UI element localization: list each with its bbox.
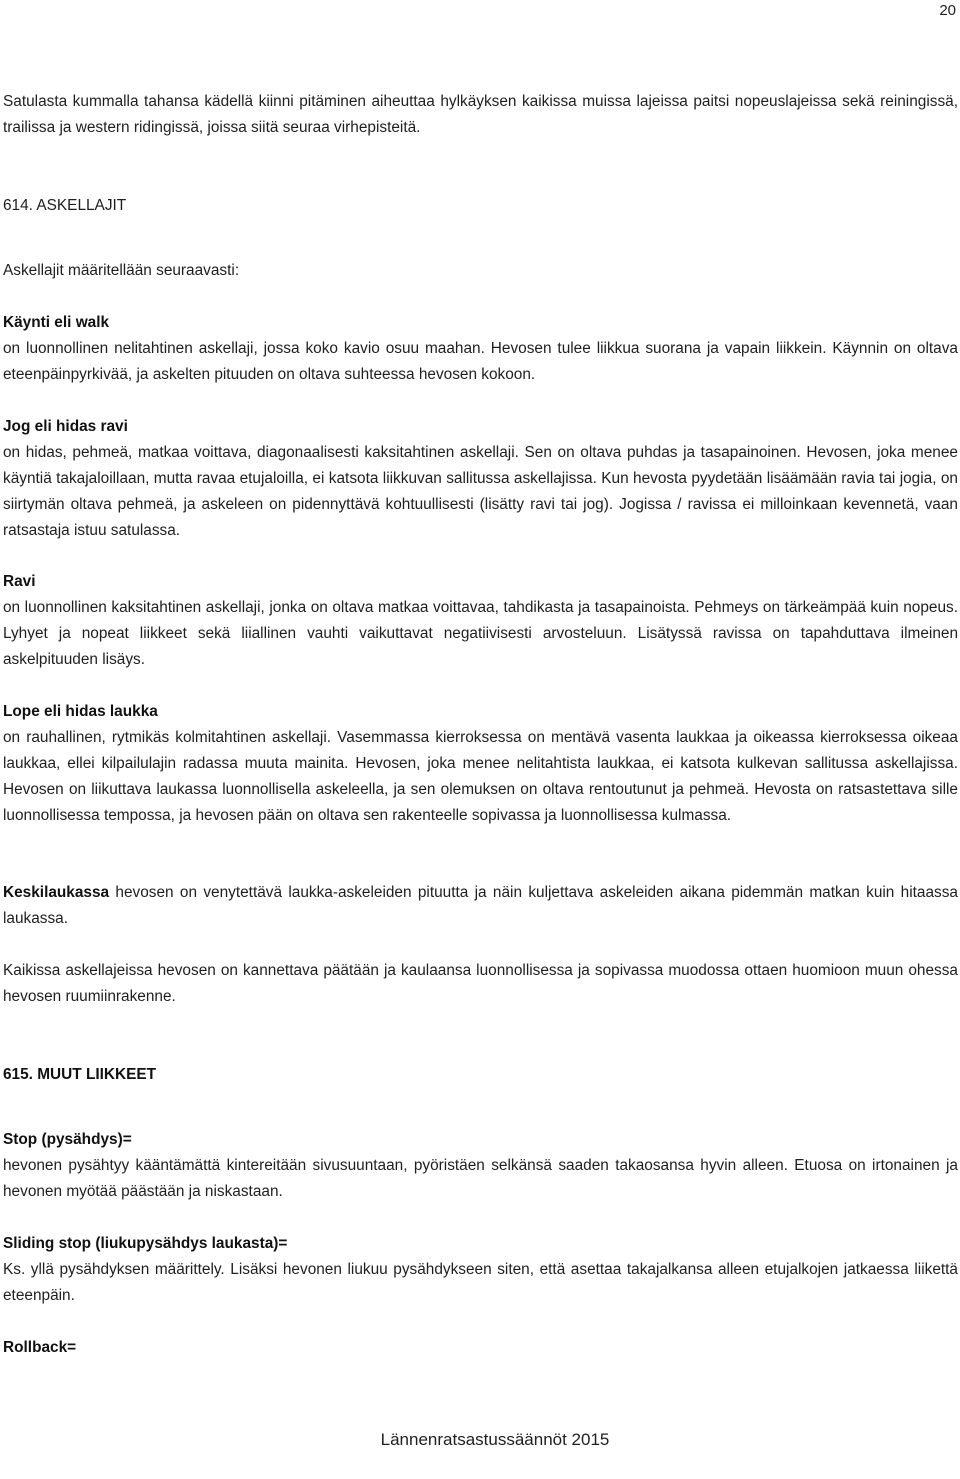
stop-text: hevonen pysähtyy kääntämättä kintereitään sivusuuntaan, pyöristäen selkänsä saaden takaosansa hyvin alleen. Etuosa on irtonainen ja hevonen myötää päästään ja niskastaan. [3,1157,958,1200]
rollback-term: Rollback= [3,1339,77,1356]
lope-text: on rauhallinen, rytmikäs kolmitahtinen askellaji. Vasemmassa kierroksessa on mentävä vasenta laukkaa ja oikeassa kierroksessa oikeaa laukkaa, ellei kilpailulajin radassa muuta mainita. Hevosen, joka menee nelitahtista laukkaa, ei katsota kulkevan sallitussa askellajissa. Hevosen on liikuttava laukassa luonnollisella askeleella, ja sen olemuksen on oltava rentoutunut ja pehmeä. Hevosta on ratsastettava sille luonnollisessa tempossa, ja hevosen pään on oltava sen rakenteelle sopivassa ja luonnollisessa kulmassa. [3,729,958,824]
intro-paragraph [3,89,958,141]
footer-text: Lännenratsastussäännöt 2015 [380,1430,610,1449]
sliding-stop-definition [3,1231,958,1309]
gaits-intro-text: Askellajit määritellään seuraavasti: [3,262,240,279]
page-number: 20 [939,2,956,19]
walk-definition [3,310,958,388]
section-615-title: 615. MUUT LIIKKEET [3,1066,157,1083]
gaits-intro [3,258,958,284]
page-footer [0,1430,960,1450]
lope-definition [3,699,958,829]
jog-term: Jog eli hidas ravi [3,418,128,435]
trot-term: Ravi [3,573,36,590]
walk-term: Käynti eli walk [3,314,110,331]
jog-text: on hidas, pehmeä, matkaa voittava, diagonaalisesti kaksitahtinen askellaji. Sen on oltava puhdas ja tasapainoinen. Hevosen, joka menee käyntiä takajaloillaan, mutta ravaa etujaloilla, ei katsota liikkuvan sallitussa askellajissa. Kun hevosta pyydetään lisäämään ravia tai jogia, on siirtymän oltava pehmeä, ja askeleen on pidennyttävä kohtuullisesti (lisätty ravi tai jog). Jogissa / ravissa ei milloinkaan kevennetä, vaan ratsastaja istuu satulassa. [3,444,958,539]
rollback-definition [3,1335,958,1361]
section-614-title: 614. ASKELLAJIT [3,197,127,214]
walk-text: on luonnollinen nelitahtinen askellaji, jossa koko kavio osuu maahan. Hevosen tulee liikkua suorana ja vapain liikkein. Käynnin on oltava eteenpäinpyrkivää, ja askelten pituuden on oltava suhteessa hevosen kokoon. [3,340,958,383]
sliding-stop-text: Ks. yllä pysähdyksen määrittely. Lisäksi hevonen liukuu pysähdykseen siten, että asettaa takajalkansa alleen etujalkojen jatkaessa liikettä eteenpäin. [3,1261,958,1304]
section-614-heading [3,193,958,219]
gaits-closing [3,958,958,1010]
canter-term: Keskilaukassa [3,884,110,901]
gaits-closing-text: Kaikissa askellajeissa hevosen on kannettava päätään ja kaulaansa luonnollisessa ja sopivassa muodossa ottaen huomioon muun ohessa hevosen ruumiinrakenne. [3,962,958,1005]
intro-text: Satulasta kummalla tahansa kädellä kiinni pitäminen aiheuttaa hylkäyksen kaikissa muissa lajeissa paitsi nopeuslajeissa sekä reiningissä, trailissa ja western ridingissä, joissa siitä seuraa virhepisteitä. [3,93,958,136]
canter-text: hevosen on venytettävä laukka-askeleiden pituutta ja näin kuljettava askeleiden aikana pidemmän matkan kuin hitaassa laukassa. [3,884,958,927]
sliding-stop-term: Sliding stop (liukupysähdys laukasta)= [3,1235,288,1252]
lope-term: Lope eli hidas laukka [3,703,158,720]
trot-text: on luonnollinen kaksitahtinen askellaji, jonka on oltava matkaa voittavaa, tahdikasta ja tasapainoista. Pehmeys on tärkeämpää kuin nopeus. Lyhyet ja nopeat liikkeet sekä liiallinen vauhti vaikuttavat negatiivisesti arvosteluun. Lisätyssä ravissa on tapahduttava ilmeinen askelpituuden lisäys. [3,599,958,668]
stop-definition [3,1127,958,1205]
canter-definition [3,880,958,932]
jog-definition [3,414,958,544]
section-615-heading [3,1062,958,1088]
stop-term: Stop (pysähdys)= [3,1131,132,1148]
trot-definition [3,569,958,673]
